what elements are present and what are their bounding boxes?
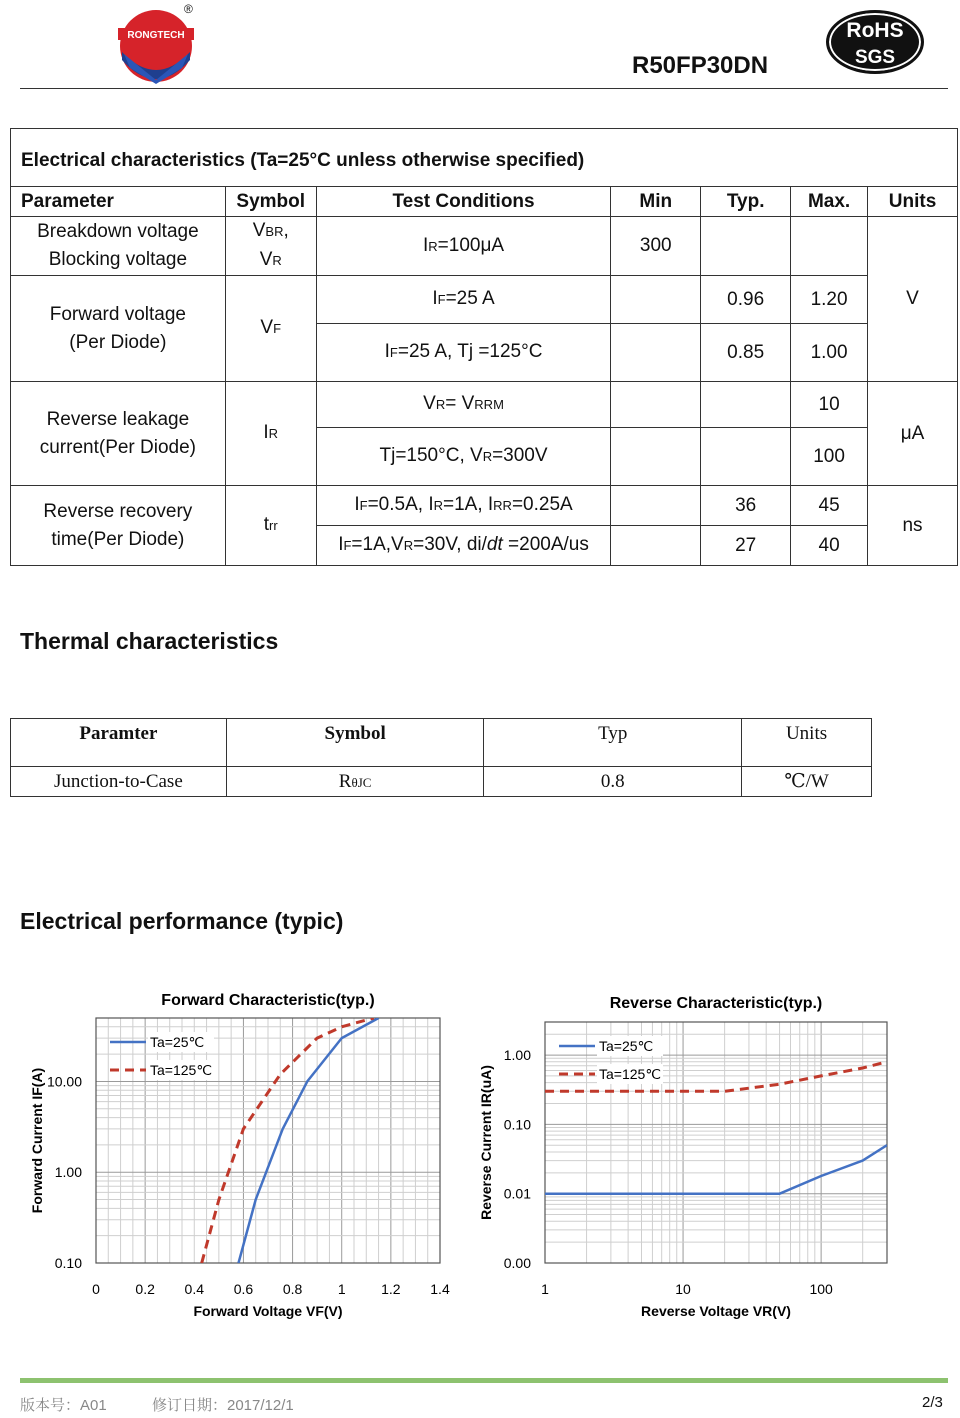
series-line-2 bbox=[202, 1018, 374, 1263]
thermal-section-title: Thermal characteristics bbox=[20, 628, 279, 654]
x-tick-label: 0.4 bbox=[184, 1281, 205, 1297]
x-tick-label: 100 bbox=[809, 1281, 833, 1297]
typ-value: 27 bbox=[701, 526, 791, 566]
electrical-characteristics-table bbox=[10, 128, 958, 566]
symbol-vf: VF bbox=[225, 276, 316, 382]
header-symbol: Symbol bbox=[225, 187, 316, 217]
max-value: 100 bbox=[791, 428, 868, 486]
y-tick-label: 0.10 bbox=[54, 1255, 82, 1271]
forward-characteristic-chart bbox=[20, 984, 460, 1324]
table-title: Electrical characteristics (Ta=25°C unless otherwise specified) bbox=[11, 129, 958, 187]
y-tick-label: 1.00 bbox=[54, 1164, 82, 1181]
x-tick-label: 0 bbox=[92, 1281, 100, 1297]
max-value: 40 bbox=[791, 526, 868, 566]
rohs-sgs-badge: RoHS SGS bbox=[826, 10, 924, 74]
param-reverse-leakage: Reverse leakage current(Per Diode) bbox=[11, 382, 226, 486]
param-forward-voltage: Forward voltage (Per Diode) bbox=[11, 276, 226, 382]
table-row bbox=[11, 767, 872, 797]
table-row bbox=[11, 217, 958, 276]
performance-section-title: Electrical performance (typic) bbox=[20, 908, 344, 934]
header-units: Units bbox=[742, 719, 872, 767]
header-typ: Typ bbox=[484, 719, 742, 767]
x-tick-label: 1 bbox=[541, 1281, 549, 1297]
condition-ir: IR=100μA bbox=[316, 217, 611, 276]
x-tick-label: 0.8 bbox=[282, 1281, 303, 1297]
symbol-vbr-vr: VBR, VR bbox=[225, 217, 316, 276]
min-value: 300 bbox=[611, 217, 701, 276]
header-divider bbox=[20, 88, 948, 89]
x-tick-label: 10 bbox=[675, 1281, 691, 1297]
revision-date: 修订日期：2017/12/1 bbox=[152, 1397, 294, 1414]
table-row bbox=[11, 486, 958, 526]
y-axis-label: Forward Current IF(A) bbox=[29, 1067, 45, 1214]
typ-value: 36 bbox=[701, 486, 791, 526]
chart-title: Reverse Characteristic(typ.) bbox=[609, 995, 823, 1012]
header-typ: Typ. bbox=[701, 187, 791, 217]
symbol-rthjc: RθJC bbox=[226, 767, 484, 797]
table-row bbox=[11, 382, 958, 428]
legend-label: Ta=125℃ bbox=[599, 1066, 662, 1082]
y-tick-label: 0.01 bbox=[503, 1185, 531, 1202]
legend-label: Ta=125℃ bbox=[150, 1062, 213, 1078]
condition-tj150-vr300: Tj=150°C, VR=300V bbox=[316, 428, 611, 486]
header-units: Units bbox=[868, 187, 958, 217]
thermal-characteristics-table bbox=[10, 718, 872, 797]
max-value: 10 bbox=[791, 382, 868, 428]
header-test-conditions: Test Conditions bbox=[316, 187, 611, 217]
header-paramter: Paramter bbox=[11, 719, 227, 767]
header-min: Min bbox=[611, 187, 701, 217]
legend-label: Ta=25℃ bbox=[599, 1038, 654, 1054]
part-number: R50FP30DN bbox=[632, 52, 769, 79]
registered-mark: ® bbox=[184, 2, 193, 16]
series-line-1 bbox=[239, 1018, 379, 1263]
y-tick-label: 1.00 bbox=[503, 1047, 531, 1064]
condition-recovery-2: IF=1A,VR=30V, di/dt =200A/us bbox=[316, 526, 611, 566]
y-axis-label: Reverse Current IR(uA) bbox=[478, 1065, 494, 1220]
condition-vr-vrrm: VR= VRRM bbox=[316, 382, 611, 428]
x-tick-label: 1.2 bbox=[381, 1281, 401, 1297]
unit-volts: V bbox=[868, 217, 958, 382]
x-tick-label: 0.2 bbox=[135, 1281, 155, 1297]
condition-recovery-1: IF=0.5A, IR=1A, IRR=0.25A bbox=[316, 486, 611, 526]
typ-value: 0.8 bbox=[484, 767, 742, 797]
y-tick-label: 10.00 bbox=[46, 1073, 82, 1090]
unit-ns: ns bbox=[868, 486, 958, 566]
symbol-ir: IR bbox=[225, 382, 316, 486]
max-value: 45 bbox=[791, 486, 868, 526]
series-line-1 bbox=[545, 1145, 887, 1194]
x-tick-label: 0.6 bbox=[233, 1281, 254, 1297]
unit-microamps: μA bbox=[868, 382, 958, 486]
unit-cw: ℃/W bbox=[742, 767, 872, 797]
reverse-characteristic-chart bbox=[476, 984, 916, 1324]
svg-text:RONGTECH: RONGTECH bbox=[127, 30, 185, 41]
max-value: 1.20 bbox=[791, 276, 868, 324]
page-number: 2/3 bbox=[922, 1394, 943, 1411]
param-junction-to-case: Junction-to-Case bbox=[11, 767, 227, 797]
rongtech-logo bbox=[116, 8, 196, 84]
version-label: 版本号：A01 bbox=[20, 1397, 107, 1414]
y-tick-label: 0.00 bbox=[503, 1255, 531, 1271]
x-axis-label: Forward Voltage VF(V) bbox=[193, 1303, 343, 1319]
typ-value: 0.85 bbox=[701, 324, 791, 382]
header-max: Max. bbox=[791, 187, 868, 217]
condition-if-25-tj125: IF=25 A, Tj =125°C bbox=[316, 324, 611, 382]
condition-if-25: IF=25 A bbox=[316, 276, 611, 324]
x-axis-label: Reverse Voltage VR(V) bbox=[641, 1303, 791, 1319]
header-symbol: Symbol bbox=[226, 719, 484, 767]
max-value: 1.00 bbox=[791, 324, 868, 382]
param-breakdown: Breakdown voltage Blocking voltage bbox=[11, 217, 226, 276]
legend-label: Ta=25℃ bbox=[150, 1034, 205, 1050]
chart-title: Forward Characteristic(typ.) bbox=[161, 992, 375, 1009]
header-parameter: Parameter bbox=[11, 187, 226, 217]
table-row bbox=[11, 276, 958, 324]
footer-divider bbox=[20, 1378, 948, 1383]
param-reverse-recovery: Reverse recovery time(Per Diode) bbox=[11, 486, 226, 566]
typ-value: 0.96 bbox=[701, 276, 791, 324]
y-tick-label: 0.10 bbox=[503, 1116, 531, 1133]
x-tick-label: 1.4 bbox=[430, 1281, 450, 1297]
x-tick-label: 1 bbox=[337, 1281, 346, 1297]
symbol-trr: trr bbox=[225, 486, 316, 566]
